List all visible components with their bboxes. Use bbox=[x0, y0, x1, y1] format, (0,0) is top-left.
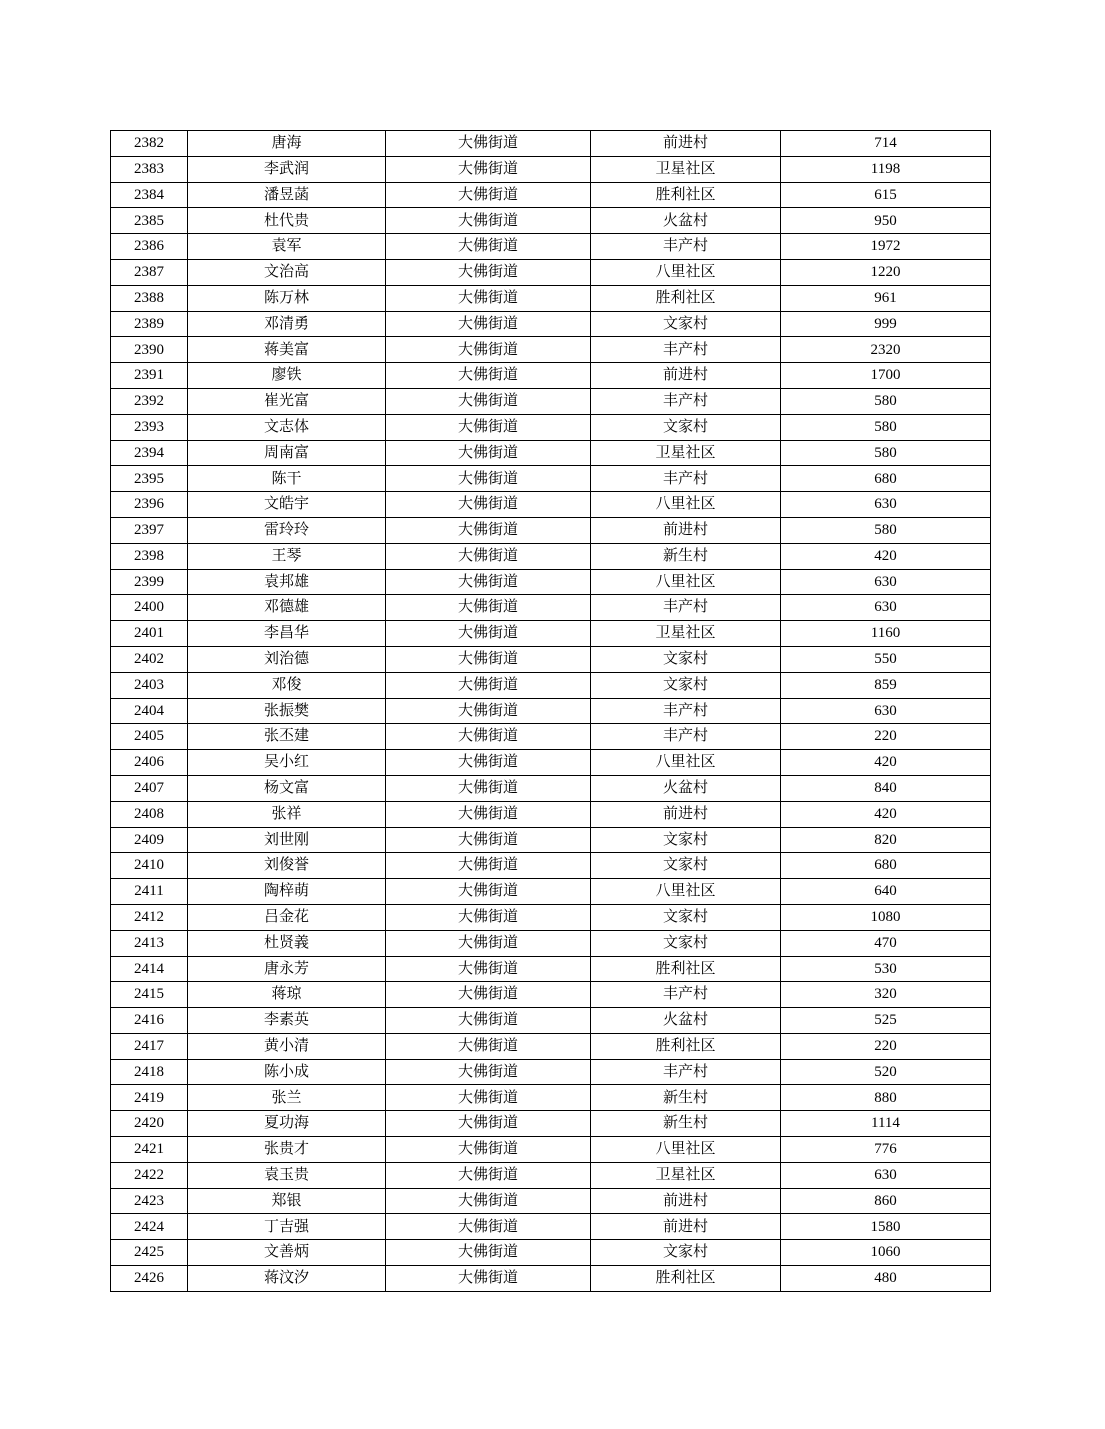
cell-amount: 680 bbox=[781, 466, 991, 492]
cell-serial-number: 2409 bbox=[111, 827, 188, 853]
cell-street: 大佛街道 bbox=[386, 956, 591, 982]
cell-amount: 630 bbox=[781, 698, 991, 724]
cell-name: 丁吉强 bbox=[188, 1214, 386, 1240]
cell-serial-number: 2389 bbox=[111, 311, 188, 337]
table-row bbox=[111, 1266, 991, 1292]
cell-name: 李昌华 bbox=[188, 621, 386, 647]
cell-serial-number: 2400 bbox=[111, 595, 188, 621]
cell-serial-number: 2410 bbox=[111, 853, 188, 879]
cell-street: 大佛街道 bbox=[386, 827, 591, 853]
cell-amount: 220 bbox=[781, 724, 991, 750]
cell-street: 大佛街道 bbox=[386, 156, 591, 182]
table-row bbox=[111, 414, 991, 440]
cell-name: 刘治德 bbox=[188, 646, 386, 672]
cell-village: 丰产村 bbox=[591, 388, 781, 414]
cell-name: 张振樊 bbox=[188, 698, 386, 724]
cell-serial-number: 2405 bbox=[111, 724, 188, 750]
cell-name: 陶梓萌 bbox=[188, 879, 386, 905]
cell-amount: 1080 bbox=[781, 904, 991, 930]
cell-amount: 776 bbox=[781, 1137, 991, 1163]
cell-amount: 580 bbox=[781, 517, 991, 543]
table-row bbox=[111, 311, 991, 337]
cell-village: 卫星社区 bbox=[591, 621, 781, 647]
cell-village: 文家村 bbox=[591, 930, 781, 956]
table-row bbox=[111, 724, 991, 750]
cell-street: 大佛街道 bbox=[386, 259, 591, 285]
cell-serial-number: 2383 bbox=[111, 156, 188, 182]
cell-serial-number: 2393 bbox=[111, 414, 188, 440]
cell-name: 潘昱菡 bbox=[188, 182, 386, 208]
cell-amount: 630 bbox=[781, 595, 991, 621]
cell-amount: 580 bbox=[781, 440, 991, 466]
cell-serial-number: 2391 bbox=[111, 363, 188, 389]
cell-name: 张丕建 bbox=[188, 724, 386, 750]
cell-serial-number: 2411 bbox=[111, 879, 188, 905]
cell-amount: 530 bbox=[781, 956, 991, 982]
cell-name: 张贵才 bbox=[188, 1137, 386, 1163]
cell-serial-number: 2423 bbox=[111, 1188, 188, 1214]
cell-village: 前进村 bbox=[591, 1214, 781, 1240]
cell-name: 吴小红 bbox=[188, 750, 386, 776]
cell-amount: 420 bbox=[781, 543, 991, 569]
cell-village: 八里社区 bbox=[591, 750, 781, 776]
cell-serial-number: 2390 bbox=[111, 337, 188, 363]
cell-name: 杜代贵 bbox=[188, 208, 386, 234]
cell-village: 胜利社区 bbox=[591, 1266, 781, 1292]
table-row bbox=[111, 595, 991, 621]
table-row bbox=[111, 1188, 991, 1214]
cell-amount: 480 bbox=[781, 1266, 991, 1292]
cell-amount: 1700 bbox=[781, 363, 991, 389]
cell-serial-number: 2414 bbox=[111, 956, 188, 982]
cell-serial-number: 2397 bbox=[111, 517, 188, 543]
cell-name: 文皓宇 bbox=[188, 492, 386, 518]
cell-amount: 615 bbox=[781, 182, 991, 208]
cell-amount: 680 bbox=[781, 853, 991, 879]
cell-street: 大佛街道 bbox=[386, 646, 591, 672]
cell-village: 文家村 bbox=[591, 1240, 781, 1266]
cell-serial-number: 2403 bbox=[111, 672, 188, 698]
cell-village: 文家村 bbox=[591, 311, 781, 337]
table-row bbox=[111, 1240, 991, 1266]
cell-street: 大佛街道 bbox=[386, 1266, 591, 1292]
cell-street: 大佛街道 bbox=[386, 775, 591, 801]
cell-name: 陈干 bbox=[188, 466, 386, 492]
cell-amount: 1580 bbox=[781, 1214, 991, 1240]
cell-serial-number: 2407 bbox=[111, 775, 188, 801]
cell-serial-number: 2392 bbox=[111, 388, 188, 414]
cell-serial-number: 2413 bbox=[111, 930, 188, 956]
cell-amount: 580 bbox=[781, 388, 991, 414]
table-row bbox=[111, 466, 991, 492]
cell-village: 胜利社区 bbox=[591, 956, 781, 982]
cell-serial-number: 2415 bbox=[111, 982, 188, 1008]
cell-name: 陈小成 bbox=[188, 1059, 386, 1085]
cell-amount: 520 bbox=[781, 1059, 991, 1085]
cell-street: 大佛街道 bbox=[386, 982, 591, 1008]
table-row bbox=[111, 1033, 991, 1059]
cell-street: 大佛街道 bbox=[386, 517, 591, 543]
cell-village: 卫星社区 bbox=[591, 440, 781, 466]
cell-street: 大佛街道 bbox=[386, 234, 591, 260]
cell-serial-number: 2401 bbox=[111, 621, 188, 647]
cell-street: 大佛街道 bbox=[386, 1162, 591, 1188]
cell-serial-number: 2416 bbox=[111, 1008, 188, 1034]
cell-amount: 220 bbox=[781, 1033, 991, 1059]
cell-serial-number: 2386 bbox=[111, 234, 188, 260]
cell-name: 文善炳 bbox=[188, 1240, 386, 1266]
table-row bbox=[111, 156, 991, 182]
table-row bbox=[111, 1137, 991, 1163]
cell-amount: 580 bbox=[781, 414, 991, 440]
cell-village: 新生村 bbox=[591, 1111, 781, 1137]
cell-village: 胜利社区 bbox=[591, 1033, 781, 1059]
cell-street: 大佛街道 bbox=[386, 363, 591, 389]
table-row bbox=[111, 285, 991, 311]
cell-name: 廖铁 bbox=[188, 363, 386, 389]
table-row bbox=[111, 853, 991, 879]
cell-amount: 320 bbox=[781, 982, 991, 1008]
cell-street: 大佛街道 bbox=[386, 698, 591, 724]
cell-street: 大佛街道 bbox=[386, 440, 591, 466]
table-row bbox=[111, 750, 991, 776]
cell-street: 大佛街道 bbox=[386, 1111, 591, 1137]
cell-street: 大佛街道 bbox=[386, 337, 591, 363]
cell-street: 大佛街道 bbox=[386, 1188, 591, 1214]
cell-village: 丰产村 bbox=[591, 595, 781, 621]
cell-amount: 1160 bbox=[781, 621, 991, 647]
cell-street: 大佛街道 bbox=[386, 131, 591, 157]
cell-amount: 950 bbox=[781, 208, 991, 234]
cell-name: 刘俊誉 bbox=[188, 853, 386, 879]
cell-name: 郑银 bbox=[188, 1188, 386, 1214]
cell-serial-number: 2425 bbox=[111, 1240, 188, 1266]
cell-village: 前进村 bbox=[591, 363, 781, 389]
cell-serial-number: 2412 bbox=[111, 904, 188, 930]
cell-street: 大佛街道 bbox=[386, 801, 591, 827]
cell-street: 大佛街道 bbox=[386, 904, 591, 930]
cell-village: 文家村 bbox=[591, 414, 781, 440]
cell-name: 杜贤義 bbox=[188, 930, 386, 956]
cell-street: 大佛街道 bbox=[386, 1033, 591, 1059]
cell-street: 大佛街道 bbox=[386, 672, 591, 698]
cell-street: 大佛街道 bbox=[386, 930, 591, 956]
table-row bbox=[111, 672, 991, 698]
cell-name: 袁军 bbox=[188, 234, 386, 260]
table-row bbox=[111, 1162, 991, 1188]
table-row bbox=[111, 337, 991, 363]
cell-village: 卫星社区 bbox=[591, 1162, 781, 1188]
cell-name: 文治高 bbox=[188, 259, 386, 285]
cell-village: 丰产村 bbox=[591, 1059, 781, 1085]
cell-street: 大佛街道 bbox=[386, 1240, 591, 1266]
cell-street: 大佛街道 bbox=[386, 595, 591, 621]
cell-amount: 714 bbox=[781, 131, 991, 157]
cell-street: 大佛街道 bbox=[386, 388, 591, 414]
cell-name: 李武润 bbox=[188, 156, 386, 182]
cell-village: 文家村 bbox=[591, 827, 781, 853]
cell-name: 唐海 bbox=[188, 131, 386, 157]
cell-name: 刘世刚 bbox=[188, 827, 386, 853]
cell-name: 崔光富 bbox=[188, 388, 386, 414]
cell-serial-number: 2419 bbox=[111, 1085, 188, 1111]
cell-name: 夏功海 bbox=[188, 1111, 386, 1137]
cell-name: 李素英 bbox=[188, 1008, 386, 1034]
cell-name: 蒋琼 bbox=[188, 982, 386, 1008]
cell-serial-number: 2388 bbox=[111, 285, 188, 311]
cell-amount: 630 bbox=[781, 492, 991, 518]
cell-street: 大佛街道 bbox=[386, 1137, 591, 1163]
cell-name: 张祥 bbox=[188, 801, 386, 827]
cell-village: 火盆村 bbox=[591, 775, 781, 801]
cell-name: 袁玉贵 bbox=[188, 1162, 386, 1188]
table-row bbox=[111, 569, 991, 595]
cell-amount: 820 bbox=[781, 827, 991, 853]
cell-name: 陈万林 bbox=[188, 285, 386, 311]
cell-village: 前进村 bbox=[591, 801, 781, 827]
cell-street: 大佛街道 bbox=[386, 724, 591, 750]
cell-amount: 961 bbox=[781, 285, 991, 311]
cell-street: 大佛街道 bbox=[386, 621, 591, 647]
cell-name: 邓德雄 bbox=[188, 595, 386, 621]
cell-amount: 630 bbox=[781, 569, 991, 595]
cell-village: 八里社区 bbox=[591, 492, 781, 518]
cell-amount: 880 bbox=[781, 1085, 991, 1111]
cell-village: 前进村 bbox=[591, 517, 781, 543]
cell-serial-number: 2406 bbox=[111, 750, 188, 776]
cell-name: 黄小清 bbox=[188, 1033, 386, 1059]
cell-name: 王琴 bbox=[188, 543, 386, 569]
table-row bbox=[111, 982, 991, 1008]
cell-name: 蒋美富 bbox=[188, 337, 386, 363]
cell-street: 大佛街道 bbox=[386, 569, 591, 595]
data-table bbox=[110, 130, 991, 1292]
cell-village: 胜利社区 bbox=[591, 285, 781, 311]
cell-name: 周南富 bbox=[188, 440, 386, 466]
cell-street: 大佛街道 bbox=[386, 1059, 591, 1085]
table-row bbox=[111, 208, 991, 234]
cell-serial-number: 2396 bbox=[111, 492, 188, 518]
table-row bbox=[111, 131, 991, 157]
cell-amount: 525 bbox=[781, 1008, 991, 1034]
table-row bbox=[111, 1111, 991, 1137]
table-row bbox=[111, 1214, 991, 1240]
cell-amount: 420 bbox=[781, 750, 991, 776]
table-body bbox=[111, 131, 991, 1292]
cell-street: 大佛街道 bbox=[386, 311, 591, 337]
table-row bbox=[111, 234, 991, 260]
table-row bbox=[111, 543, 991, 569]
cell-name: 袁邦雄 bbox=[188, 569, 386, 595]
table-row bbox=[111, 492, 991, 518]
cell-village: 丰产村 bbox=[591, 234, 781, 260]
cell-amount: 470 bbox=[781, 930, 991, 956]
cell-serial-number: 2424 bbox=[111, 1214, 188, 1240]
cell-amount: 859 bbox=[781, 672, 991, 698]
cell-street: 大佛街道 bbox=[386, 1008, 591, 1034]
cell-village: 文家村 bbox=[591, 853, 781, 879]
table-row bbox=[111, 827, 991, 853]
cell-street: 大佛街道 bbox=[386, 466, 591, 492]
table-row bbox=[111, 879, 991, 905]
table-row bbox=[111, 775, 991, 801]
cell-serial-number: 2382 bbox=[111, 131, 188, 157]
cell-serial-number: 2402 bbox=[111, 646, 188, 672]
cell-serial-number: 2421 bbox=[111, 1137, 188, 1163]
cell-name: 蒋汶汐 bbox=[188, 1266, 386, 1292]
table-row bbox=[111, 517, 991, 543]
table-row bbox=[111, 259, 991, 285]
cell-village: 八里社区 bbox=[591, 879, 781, 905]
cell-serial-number: 2395 bbox=[111, 466, 188, 492]
cell-amount: 550 bbox=[781, 646, 991, 672]
cell-name: 唐永芳 bbox=[188, 956, 386, 982]
cell-serial-number: 2398 bbox=[111, 543, 188, 569]
cell-serial-number: 2417 bbox=[111, 1033, 188, 1059]
cell-village: 八里社区 bbox=[591, 569, 781, 595]
cell-street: 大佛街道 bbox=[386, 853, 591, 879]
cell-street: 大佛街道 bbox=[386, 208, 591, 234]
cell-serial-number: 2394 bbox=[111, 440, 188, 466]
cell-name: 邓清勇 bbox=[188, 311, 386, 337]
cell-amount: 2320 bbox=[781, 337, 991, 363]
cell-village: 火盆村 bbox=[591, 1008, 781, 1034]
table-row bbox=[111, 904, 991, 930]
cell-village: 前进村 bbox=[591, 1188, 781, 1214]
cell-amount: 630 bbox=[781, 1162, 991, 1188]
cell-amount: 840 bbox=[781, 775, 991, 801]
cell-name: 吕金花 bbox=[188, 904, 386, 930]
table-row bbox=[111, 1085, 991, 1111]
cell-street: 大佛街道 bbox=[386, 879, 591, 905]
cell-amount: 1220 bbox=[781, 259, 991, 285]
cell-village: 八里社区 bbox=[591, 1137, 781, 1163]
cell-village: 文家村 bbox=[591, 904, 781, 930]
cell-village: 丰产村 bbox=[591, 337, 781, 363]
cell-street: 大佛街道 bbox=[386, 543, 591, 569]
cell-village: 丰产村 bbox=[591, 724, 781, 750]
table-row bbox=[111, 646, 991, 672]
cell-street: 大佛街道 bbox=[386, 182, 591, 208]
cell-serial-number: 2418 bbox=[111, 1059, 188, 1085]
cell-name: 雷玲玲 bbox=[188, 517, 386, 543]
cell-village: 新生村 bbox=[591, 543, 781, 569]
cell-serial-number: 2399 bbox=[111, 569, 188, 595]
cell-amount: 1198 bbox=[781, 156, 991, 182]
cell-serial-number: 2426 bbox=[111, 1266, 188, 1292]
cell-serial-number: 2404 bbox=[111, 698, 188, 724]
cell-village: 文家村 bbox=[591, 646, 781, 672]
cell-village: 文家村 bbox=[591, 672, 781, 698]
cell-street: 大佛街道 bbox=[386, 1085, 591, 1111]
cell-serial-number: 2408 bbox=[111, 801, 188, 827]
cell-serial-number: 2384 bbox=[111, 182, 188, 208]
cell-name: 邓俊 bbox=[188, 672, 386, 698]
table-row bbox=[111, 388, 991, 414]
cell-serial-number: 2385 bbox=[111, 208, 188, 234]
cell-amount: 1114 bbox=[781, 1111, 991, 1137]
cell-amount: 999 bbox=[781, 311, 991, 337]
cell-village: 胜利社区 bbox=[591, 182, 781, 208]
cell-amount: 1972 bbox=[781, 234, 991, 260]
cell-name: 张兰 bbox=[188, 1085, 386, 1111]
table-row bbox=[111, 621, 991, 647]
table-row bbox=[111, 930, 991, 956]
cell-village: 前进村 bbox=[591, 131, 781, 157]
cell-village: 新生村 bbox=[591, 1085, 781, 1111]
cell-serial-number: 2387 bbox=[111, 259, 188, 285]
cell-name: 杨文富 bbox=[188, 775, 386, 801]
cell-serial-number: 2422 bbox=[111, 1162, 188, 1188]
cell-village: 卫星社区 bbox=[591, 156, 781, 182]
cell-amount: 860 bbox=[781, 1188, 991, 1214]
cell-amount: 640 bbox=[781, 879, 991, 905]
cell-amount: 1060 bbox=[781, 1240, 991, 1266]
cell-street: 大佛街道 bbox=[386, 750, 591, 776]
cell-amount: 420 bbox=[781, 801, 991, 827]
cell-street: 大佛街道 bbox=[386, 492, 591, 518]
cell-serial-number: 2420 bbox=[111, 1111, 188, 1137]
cell-street: 大佛街道 bbox=[386, 414, 591, 440]
cell-village: 八里社区 bbox=[591, 259, 781, 285]
table-row bbox=[111, 801, 991, 827]
cell-village: 丰产村 bbox=[591, 466, 781, 492]
cell-village: 丰产村 bbox=[591, 698, 781, 724]
table-row bbox=[111, 182, 991, 208]
cell-name: 文志体 bbox=[188, 414, 386, 440]
table-row bbox=[111, 1059, 991, 1085]
table-row bbox=[111, 363, 991, 389]
cell-village: 丰产村 bbox=[591, 982, 781, 1008]
cell-village: 火盆村 bbox=[591, 208, 781, 234]
table-row bbox=[111, 956, 991, 982]
table-row bbox=[111, 440, 991, 466]
table-row bbox=[111, 698, 991, 724]
cell-street: 大佛街道 bbox=[386, 285, 591, 311]
cell-street: 大佛街道 bbox=[386, 1214, 591, 1240]
table-row bbox=[111, 1008, 991, 1034]
